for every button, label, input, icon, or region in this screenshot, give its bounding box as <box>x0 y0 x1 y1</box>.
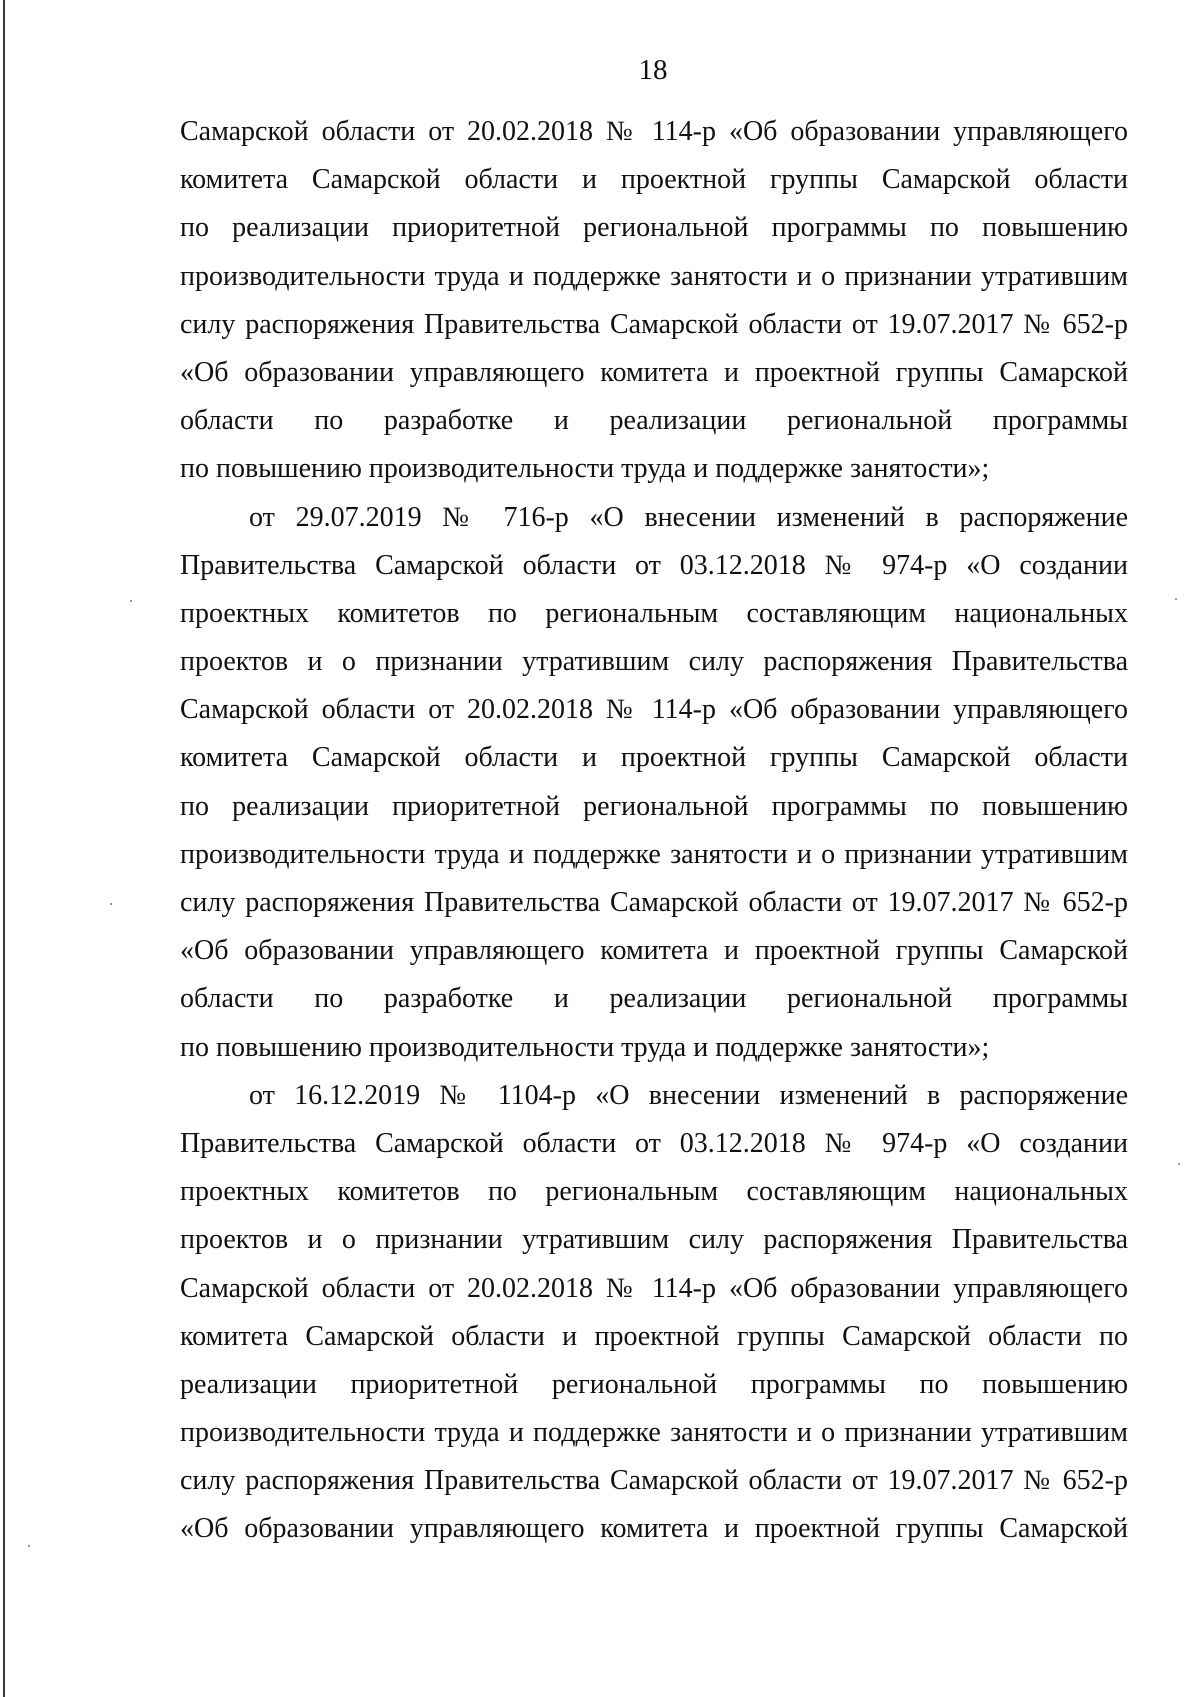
text-line: области по разработке и реализации региональной программы <box>180 405 1128 437</box>
paragraph-1 <box>180 108 1128 494</box>
text-line: от 16.12.2019 № 1104-р «О внесении изменений в распоряжение <box>249 1079 1128 1111</box>
scan-speck <box>130 600 132 602</box>
text-line: производительности труда и поддержке занятости и о признании утратившим <box>180 260 1128 292</box>
text-line: Самарской области от 20.02.2018 № 114-р «Об образовании управляющего <box>180 1272 1128 1304</box>
text-line: производительности труда и поддержке занятости и о признании утратившим <box>180 838 1128 870</box>
text-line: Самарской области от 20.02.2018 № 114-р «Об образовании управляющего <box>180 116 1128 147</box>
text-line: силу распоряжения Правительства Самарской области от 19.07.2017 № 652-р <box>180 308 1128 340</box>
text-line: «Об образовании управляющего комитета и проектной группы Самарской <box>180 935 1128 967</box>
text-line: Самарской области от 20.02.2018 № 114-р «Об образовании управляющего <box>180 694 1128 726</box>
text-line: «Об образовании управляющего комитета и проектной группы Самарской <box>180 1513 1128 1545</box>
text-line: производительности труда и поддержке занятости и о признании утратившим <box>180 1417 1128 1449</box>
text-line: комитета Самарской области и проектной группы Самарской области по <box>180 1320 1128 1352</box>
text-line: проектных комитетов по региональным составляющим национальных <box>180 1176 1128 1208</box>
text-line: по повышению производительности труда и поддержке занятости»; <box>180 1031 990 1063</box>
page-number: 18 <box>638 54 668 86</box>
text-line: от 29.07.2019 № 716-р «О внесении изменений в распоряжение <box>249 501 1128 533</box>
text-line: силу распоряжения Правительства Самарской области от 19.07.2017 № 652-р <box>180 887 1128 918</box>
text-line: комитета Самарской области и проектной группы Самарской области <box>180 742 1128 774</box>
scan-speck <box>28 1545 30 1547</box>
text-line: по реализации приоритетной региональной программы по повышению <box>180 212 1128 244</box>
scan-speck <box>1175 598 1177 600</box>
document-body <box>180 108 1128 1554</box>
text-line: Правительства Самарской области от 03.12.2018 № 974-р «О создании <box>180 549 1128 581</box>
text-line: «Об образовании управляющего комитета и проектной группы Самарской <box>180 356 1128 388</box>
scan-speck <box>110 903 112 905</box>
scan-speck <box>1178 1163 1180 1165</box>
paragraph-2 <box>180 494 1128 1072</box>
text-line: по повышению производительности труда и поддержке занятости»; <box>180 453 990 485</box>
text-line: по реализации приоритетной региональной программы по повышению <box>180 790 1128 822</box>
text-line: силу распоряжения Правительства Самарской области от 19.07.2017 № 652-р <box>180 1465 1128 1497</box>
text-line: Правительства Самарской области от 03.12.2018 № 974-р «О создании <box>180 1127 1128 1159</box>
paragraph-3 <box>180 1072 1128 1554</box>
text-line: области по разработке и реализации региональной программы <box>180 983 1128 1015</box>
text-line: проектов и о признании утратившим силу распоряжения Правительства <box>180 1224 1128 1256</box>
text-line: проектов и о признании утратившим силу распоряжения Правительства <box>180 646 1128 678</box>
text-line: реализации приоритетной региональной программы по повышению <box>180 1368 1128 1400</box>
text-line: комитета Самарской области и проектной группы Самарской области <box>180 164 1128 196</box>
text-line: проектных комитетов по региональным составляющим национальных <box>180 597 1128 629</box>
scan-left-edge-line <box>3 0 5 1697</box>
